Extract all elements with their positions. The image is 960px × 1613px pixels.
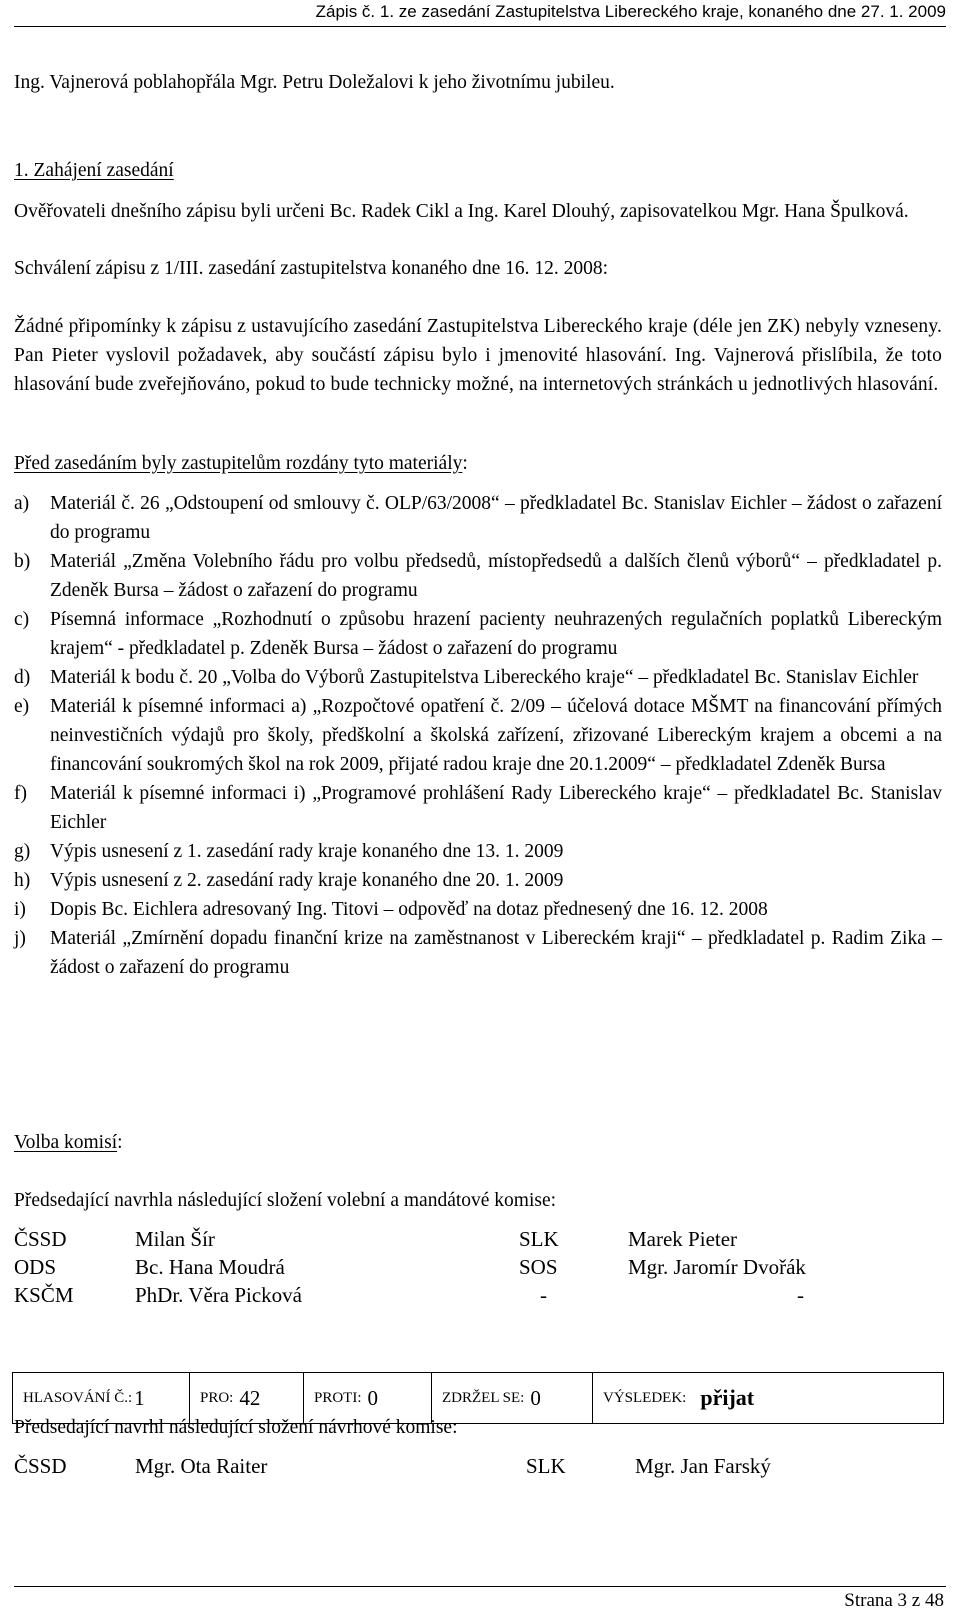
header-rule	[14, 26, 946, 27]
list-item-text: Písemná informace „Rozhodnutí o způsobu hrazení pacienty neuhrazených regulačních poplatků Libereckým krajem“ - předkladatel p. Zdeněk Bursa – žádost o zařazení do programu	[50, 609, 942, 659]
vote-against-value: 0	[367, 1385, 379, 1410]
approval-text-1: Žádné připomínky k zápisu z ustavujícího zasedání Zastupitelstva Libereckého kraje (déle jen ZK) nebyly vzneseny.	[14, 316, 942, 337]
commissions-heading	[14, 1128, 123, 1157]
materials-heading	[14, 449, 468, 478]
vote-for-label: PRO:	[200, 1389, 234, 1406]
section-heading: 1. Zahájení zasedání	[14, 160, 174, 181]
list-item-label: f)	[14, 783, 27, 804]
vote-result-label: VÝSLEDEK:	[603, 1389, 687, 1406]
party-cell: -	[540, 1283, 547, 1307]
vote-abstain-value: 0	[530, 1385, 541, 1410]
party-cell: ČSSD	[14, 1454, 67, 1478]
vote-for-value: 42	[239, 1385, 261, 1410]
vote-result-value: přijat	[700, 1385, 755, 1410]
footer-rule	[14, 1586, 946, 1587]
materials-heading-text: Před zasedáním byly zastupitelům rozdány tyto materiály	[14, 453, 463, 474]
materials-list	[14, 489, 942, 982]
member-cell: Mgr. Jaromír Dvořák	[628, 1255, 806, 1279]
approval-text-2: Pan Pieter vyslovil požadavek, aby součástí zápisu bylo i jmenovité hlasování.	[14, 345, 667, 366]
list-item	[14, 605, 942, 663]
intro-paragraph: Ing. Vajnerová poblahopřála Mgr. Petru Doležalovi k jeho životnímu jubileu.	[14, 72, 615, 93]
party-cell: SOS	[519, 1255, 558, 1279]
vote-abstain-label: ZDRŽEL SE:	[442, 1389, 525, 1406]
party-cell: KSČM	[14, 1283, 74, 1307]
materials-heading-colon: :	[462, 453, 468, 474]
member-cell: -	[797, 1283, 804, 1307]
list-item	[14, 547, 942, 605]
party-cell: ČSSD	[14, 1227, 67, 1251]
list-item-text: Materiál k písemné informaci i) „Programové prohlášení Rady Libereckého kraje“ – předkladatel Bc. Stanislav Eichler	[50, 783, 942, 833]
member-cell: Mgr. Ota Raiter	[135, 1454, 268, 1478]
election-commission-proposal: Předsedající navrhla následující složení volební a mandátové komise:	[14, 1190, 557, 1211]
list-item-text: Materiál k bodu č. 20 „Volba do Výborů Zastupitelstva Libereckého kraje“ – předkladatel Bc. Stanislav Eichler	[50, 667, 919, 688]
vote-number-label: HLASOVÁNÍ Č.:	[23, 1389, 133, 1406]
list-item	[14, 924, 942, 982]
list-item-text: Materiál „Zmírnění dopadu finanční krize na zaměstnanost v Libereckém kraji“ – předkladatel p. Radim Zika – žádost o zařazení do programu	[50, 928, 942, 978]
list-item-text: Materiál k písemné informaci a) „Rozpočtové opatření č. 2/09 – účelová dotace MŠMT na financování přímých neinvestičních výdajů pro školy, předškolní a školská zařízení, zřizované Libereckým krajem a obcemi a na financování soukromých škol na rok 2009, přijaté radou kraje dne 20.1.2009“ – předkladatel Zdeněk Bursa	[50, 696, 942, 775]
minutes-approval-heading: Schválení zápisu z 1/III. zasedání zastupitelstva konaného dne 16. 12. 2008:	[14, 258, 609, 279]
table-row	[14, 1253, 944, 1282]
list-item	[14, 837, 942, 866]
vote-against-label: PROTI:	[314, 1389, 362, 1406]
list-item	[14, 663, 942, 692]
list-item-label: a)	[14, 493, 30, 514]
member-cell: PhDr. Věra Picková	[135, 1283, 303, 1307]
list-item-text: Materiál č. 26 „Odstoupení od smlouvy č. OLP/63/2008“ – předkladatel Bc. Stanislav Eichler – žádost o zařazení do programu	[50, 493, 942, 543]
list-item-label: d)	[14, 667, 31, 688]
table-row	[14, 1225, 944, 1254]
proposal-commission-proposal: Předsedající navrhl následující složení návrhové komise:	[14, 1417, 458, 1438]
table-row	[14, 1281, 944, 1310]
table-row	[14, 1452, 944, 1481]
party-cell: ODS	[14, 1255, 57, 1279]
commissions-heading-text: Volba komisí	[14, 1132, 118, 1153]
list-item-text: Dopis Bc. Eichlera adresovaný Ing. Titovi – odpověď na dotaz přednesený dne 16. 12. 2008	[50, 899, 768, 920]
member-cell: Marek Pieter	[628, 1227, 738, 1251]
member-cell: Milan Šír	[135, 1227, 215, 1251]
list-item	[14, 489, 942, 547]
list-item-label: h)	[14, 870, 31, 891]
list-item-label: e)	[14, 696, 30, 717]
list-item-label: b)	[14, 551, 31, 572]
vote-result-cell	[593, 1373, 943, 1423]
verifiers-paragraph: Ověřovateli dnešního zápisu byli určeni Bc. Radek Cikl a Ing. Karel Dlouhý, zapisovatelkou Mgr. Hana Špulková.	[14, 201, 909, 222]
approval-paragraph	[14, 312, 942, 399]
page-number: Strana 3 z 48	[844, 1590, 944, 1611]
list-item-label: c)	[14, 609, 30, 630]
list-item-label: g)	[14, 841, 31, 862]
list-item-label: i)	[14, 899, 26, 920]
list-item-label: j)	[14, 928, 26, 949]
party-cell: SLK	[526, 1454, 566, 1478]
page-header: Zápis č. 1. ze zasedání Zastupitelstva Libereckého kraje, konaného dne 27. 1. 2009	[315, 2, 946, 21]
list-item	[14, 779, 942, 837]
list-item	[14, 866, 942, 895]
commissions-heading-colon: :	[117, 1132, 123, 1153]
party-cell: SLK	[519, 1227, 559, 1251]
vote-number-value: 1	[134, 1385, 145, 1410]
list-item-text: Výpis usnesení z 1. zasedání rady kraje konaného dne 13. 1. 2009	[50, 841, 564, 862]
list-item-text: Výpis usnesení z 2. zasedání rady kraje konaného dne 20. 1. 2009	[50, 870, 564, 891]
member-cell: Bc. Hana Moudrá	[135, 1255, 285, 1279]
list-item	[14, 895, 942, 924]
member-cell: Mgr. Jan Farský	[635, 1454, 771, 1478]
approval-text-3: Ing. Vajnerová přislíbila, že toto hlasování bude zveřejňováno, pokud to bude technicky možné, na internetových stránkách u jednotlivých hlasování.	[14, 345, 942, 395]
list-item	[14, 692, 942, 779]
list-item-text: Materiál „Změna Volebního řádu pro volbu předsedů, místopředsedů a dalších členů výborů“ – předkladatel p. Zdeněk Bursa – žádost o zařazení do programu	[50, 551, 942, 601]
